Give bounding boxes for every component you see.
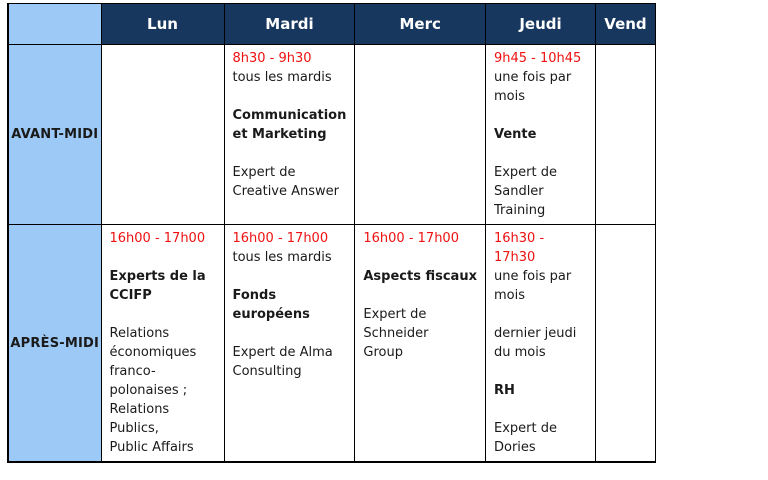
day-header-jeudi: Jeudi [485, 4, 595, 45]
cell-text-line [233, 144, 347, 163]
cell-text-line: RH [493, 383, 515, 398]
cell-text-line [110, 248, 216, 267]
cell-text-line: Training [493, 203, 546, 218]
cell-text-line: économiques [109, 345, 197, 360]
schedule-rows [8, 45, 655, 463]
day-header-vend: Vend [595, 4, 655, 45]
time-range: 16h00 - 17h00 [232, 231, 329, 246]
cell-text-line [233, 324, 347, 343]
cell-text-line: Communication [232, 108, 347, 123]
row-label-apres-midi: APRÈS-MIDI [8, 225, 101, 463]
cell-avant-midi-merc [355, 45, 486, 225]
cell-text-line [494, 305, 587, 324]
cell-text-line: Group [363, 345, 403, 360]
day-header-lun: Lun [101, 4, 224, 45]
cell-text-line [363, 286, 477, 305]
time-range: 17h30 [493, 250, 536, 265]
cell-apres-midi-jeudi [485, 225, 595, 463]
cell-text-line: Vente [493, 127, 537, 142]
cell-text-line: CCIFP [109, 288, 152, 303]
cell-apres-midi-vend [595, 225, 655, 463]
cell-text-line [233, 267, 347, 286]
cell-apres-midi-merc [355, 225, 486, 463]
cell-text-line [494, 106, 587, 125]
cell-text-line: polonaises ; [109, 383, 188, 398]
day-header-merc: Merc [355, 4, 486, 45]
cell-text-line: Expert de [493, 165, 557, 180]
cell-avant-midi-lun [101, 45, 224, 225]
day-header-mardi: Mardi [224, 4, 355, 45]
cell-text-line [110, 305, 216, 324]
cell-avant-midi-mardi [224, 45, 355, 225]
time-range: 9h45 - 10h45 [493, 51, 582, 66]
cell-text-line: une fois par [493, 269, 572, 284]
cell-text-line [494, 144, 587, 163]
cell-text-line: Public Affairs [109, 440, 194, 455]
cell-text-line: Publics, [109, 421, 159, 436]
cell-text-line: européens [232, 307, 310, 322]
cell-text-line: Expert de [493, 421, 557, 436]
time-range: 16h00 - 17h00 [363, 231, 459, 246]
cell-text-line: Relations [109, 402, 170, 417]
cell-apres-midi-mardi [224, 225, 355, 463]
corner-cell [8, 4, 101, 45]
cell-text-line: Consulting [232, 364, 302, 379]
cell-text-line: Creative Answer [232, 184, 340, 199]
cell-text-line: mois [493, 288, 525, 303]
cell-text-line: Expert de Alma [232, 345, 333, 360]
cell-text-line: Expert de [363, 307, 427, 322]
cell-text-line: du mois [493, 345, 546, 360]
cell-text-line: une fois par [493, 70, 572, 85]
time-range: 16h00 - 17h00 [109, 231, 206, 246]
time-range: 16h30 - [493, 231, 545, 246]
cell-text-line: Dories [493, 440, 536, 455]
cell-text-line: tous les mardis [232, 250, 332, 265]
cell-text-line: Schneider [363, 326, 429, 341]
cell-text-line: Expert de [232, 165, 296, 180]
cell-text-line [363, 248, 477, 267]
time-range: 8h30 - 9h30 [232, 51, 312, 66]
header-row [8, 4, 655, 45]
schedule-row-apres-midi [8, 225, 655, 463]
cell-text-line: Aspects fiscaux [363, 269, 477, 284]
cell-text-line: Sandler [493, 184, 544, 199]
cell-text-line: tous les mardis [232, 70, 332, 85]
cell-text-line: franco- [109, 364, 156, 379]
cell-text-line [233, 87, 347, 106]
cell-text-line: mois [493, 89, 525, 104]
cell-text-line: Experts de la [109, 269, 206, 284]
cell-text-line [494, 400, 587, 419]
cell-text-line: Fonds [232, 288, 277, 303]
cell-text-line [494, 362, 587, 381]
cell-avant-midi-jeudi [485, 45, 595, 225]
schedule-table [7, 3, 656, 463]
schedule-row-avant-midi [8, 45, 655, 225]
row-label-avant-midi: AVANT-MIDI [8, 45, 101, 225]
cell-text-line: dernier jeudi [493, 326, 577, 341]
cell-apres-midi-lun [101, 225, 224, 463]
cell-avant-midi-vend [595, 45, 655, 225]
cell-text-line: et Marketing [232, 127, 327, 142]
cell-text-line: Relations [109, 326, 170, 341]
